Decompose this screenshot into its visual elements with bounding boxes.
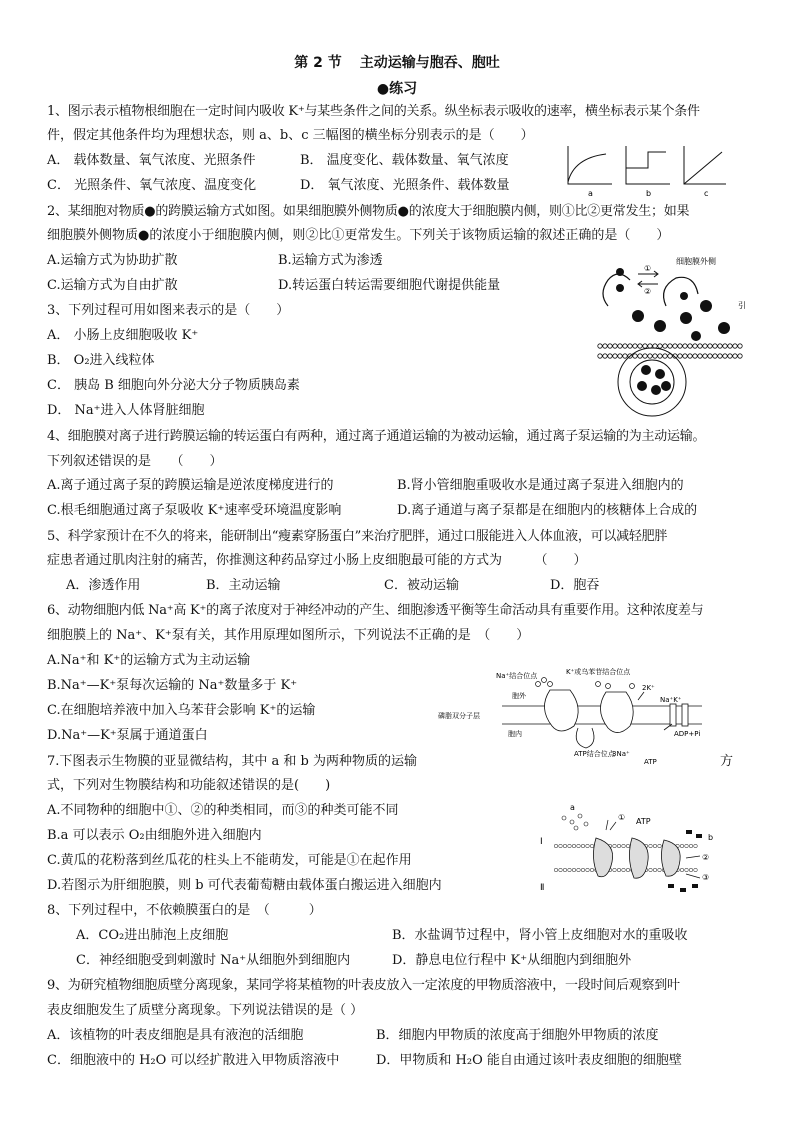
lipid-head (685, 868, 689, 872)
lipid-head (554, 868, 558, 872)
question-4-option-d: D.离子通道与离子泵都是在细胞内的核糖体上合成的 (397, 503, 698, 518)
lipid-head (738, 354, 742, 358)
lipid-head (598, 354, 602, 358)
lipid-head (617, 868, 621, 872)
lipid-head (638, 344, 642, 348)
lipid-head (723, 354, 727, 358)
question-7-line-1: 7.下图表示生物膜的亚显微结构，其中 a 和 b 为两种物质的运输 (47, 754, 418, 769)
question-9-option-c: C．细胞液中的 H₂O 可以经扩散进入甲物质溶液中 (47, 1053, 340, 1068)
lipid-head (718, 354, 722, 358)
lipid-head (590, 868, 594, 872)
na-binding-site-label: Na⁺结合位点 (496, 672, 538, 680)
lipid-head (728, 344, 732, 348)
adp-pi-label: ADP+Pi (674, 730, 701, 738)
question-6-option-c: C.在细胞培养液中加入乌苯苷会影响 K⁺的运输 (47, 703, 316, 718)
question-2-option-b: B.运输方式为渗透 (278, 253, 383, 268)
inside-label: 胞内 (508, 730, 522, 738)
question-7-line-1-tail: 方 (720, 754, 734, 769)
lipid-head (653, 868, 657, 872)
component-3-label: ③ (702, 873, 710, 882)
lipid-head (723, 344, 727, 348)
lipid-head (618, 344, 622, 348)
lipid-head (685, 844, 689, 848)
question-7-line-2: 式，下列对生物膜结构和功能叙述错误的是( ) (47, 778, 331, 793)
lipid-head (693, 344, 697, 348)
lipid-head (683, 344, 687, 348)
question-3-option-b: B． O₂进入线粒体 (47, 353, 155, 368)
lipid-head (568, 844, 572, 848)
figure-corner-label: 引 (738, 301, 746, 310)
lipid-head (581, 868, 585, 872)
lipid-head (603, 354, 607, 358)
lipid-head (608, 354, 612, 358)
lipid-bilayer (598, 344, 742, 358)
lipid-head (728, 354, 732, 358)
lipid-head (577, 844, 581, 848)
lipid-head (638, 354, 642, 358)
question-2-option-d: D.转运蛋白转运需要细胞代谢提供能量 (278, 278, 501, 293)
lipid-head (608, 344, 612, 348)
lipid-head (718, 344, 722, 348)
lipid-head (733, 344, 737, 348)
question-1-graphs (560, 142, 730, 198)
lipid-head (673, 344, 677, 348)
question-4-option-c: C.根毛细胞通过离子泵吸收 K⁺速率受环境温度影响 (47, 503, 342, 518)
question-6-line-1: 6、动物细胞内低 Na⁺高 K⁺的离子浓度对于神经冲动的产生、细胞渗透平衡等生命活动具有重要作用。这种浓度差与 (47, 603, 704, 618)
question-2-line-1: 2、某细胞对物质●的跨膜运输方式如图。如果细胞膜外侧物质●的浓度大于细胞膜内侧，则①比②更常发生；如果 (47, 204, 690, 219)
lipid-head (559, 868, 563, 872)
question-9-option-a: A．该植物的叶表皮细胞是具有液泡的活细胞 (47, 1028, 304, 1043)
question-3-option-d: D． Na⁺进入人体肾脏细胞 (47, 403, 205, 418)
two-k-label: 2K⁺ (642, 684, 655, 692)
question-5-option-d: D．胞吞 (550, 578, 600, 593)
lipid-head (678, 354, 682, 358)
component-1-label: ① (618, 813, 626, 822)
lipid-head (643, 354, 647, 358)
lipid-head (680, 868, 684, 872)
outside-label: 胞外 (512, 692, 526, 700)
lipid-head (622, 868, 626, 872)
substance-a-label: a (570, 803, 575, 812)
question-5-option-c: C．被动运输 (384, 578, 459, 593)
question-4-line-1: 4、细胞膜对离子进行跨膜运输的转运蛋白有两种，通过离子通道运输的为被动运输，通过离子泵运输的为主动运输。 (47, 429, 706, 444)
lipid-head (708, 344, 712, 348)
section-number: 第 2 节 (294, 55, 342, 71)
lipid-head (590, 844, 594, 848)
question-4-line-2: 下列叙述错误的是 （ ） (47, 454, 223, 469)
atp-binding-site-label: ATP结合位点 (574, 750, 615, 758)
lipid-head (633, 354, 637, 358)
lipid-head (613, 354, 617, 358)
question-2-line-2: 细胞膜外侧物质●的浓度小于细胞膜内侧，则②比①更常发生。下列关于该物质运输的叙述正确的是（ ） (47, 228, 670, 243)
lipid-head (617, 844, 621, 848)
lipid-head (622, 844, 626, 848)
question-1-line-2: 件，假定其他条件均为理想状态，则 a、b、c 三幅图的横坐标分别表示的是（ ） (47, 128, 534, 143)
lipid-head (738, 344, 742, 348)
sodium-potassium-pump-figure (438, 664, 708, 774)
question-1-option-d: D． 氧气浓度、光照条件、载体数量 (300, 178, 510, 193)
lipid-head (668, 344, 672, 348)
atp-label-q7: ATP (636, 817, 651, 826)
question-5-line-1: 5、科学家预计在不久的将来，能研制出“瘦素穿肠蛋白”来治疗肥胖，通过口服能进入人体血液，可以减轻肥胖 (47, 529, 668, 544)
lipid-head (613, 844, 617, 848)
component-2-label: ② (702, 853, 710, 862)
lipid-head (568, 868, 572, 872)
side-two-label: Ⅱ (540, 883, 545, 893)
question-8-option-d: D．静息电位行程中 K⁺从细胞内到细胞外 (392, 953, 632, 968)
lipid-head (618, 354, 622, 358)
lipid-head (554, 844, 558, 848)
question-3-line-1: 3、下列过程可用如图来表示的是（ ） (47, 303, 290, 318)
arrow-2-label: ② (644, 287, 652, 296)
question-6-option-d: D.Na⁺—K⁺泵属于通道蛋白 (47, 728, 208, 743)
lipid-head (586, 844, 590, 848)
question-4-option-b: B.肾小管细胞重吸收水是通过离子泵进入细胞内的 (397, 478, 684, 493)
question-8-line-1: 8、下列过程中，不依赖膜蛋白的是 （ ） (47, 903, 322, 918)
lipid-head (572, 844, 576, 848)
lipid-head (563, 844, 567, 848)
lipid-head (693, 354, 697, 358)
lipid-head (694, 868, 698, 872)
lipid-head (698, 344, 702, 348)
question-9-option-d: D．甲物质和 H₂O 能自由通过该叶表皮细胞的细胞壁 (376, 1053, 682, 1068)
question-6-line-2: 细胞膜上的 Na⁺、K⁺泵有关，其作用原理如图所示，下列说法不正确的是 （ ） (47, 628, 530, 643)
section-title: 主动运输与胞吞、胞吐 (359, 55, 500, 71)
lipid-head (653, 844, 657, 848)
k-binding-site-label: K⁺或乌苯苷结合位点 (566, 668, 631, 676)
lipid-head (559, 844, 563, 848)
lipid-head (658, 344, 662, 348)
question-2-option-c: C.运输方式为自由扩散 (47, 278, 178, 293)
na-k-label: Na⁺K⁺ (660, 696, 682, 704)
page-title (0, 52, 794, 72)
lipid-head (648, 354, 652, 358)
question-5-option-b: B．主动运输 (206, 578, 281, 593)
lipid-head (694, 844, 698, 848)
question-7-option-c: C.黄瓜的花粉落到丝瓜花的柱头上不能萌发，可能是①在起作用 (47, 853, 412, 868)
bilayer-label: 磷脂双分子层 (438, 712, 480, 720)
question-5-option-a: A．渗透作用 (66, 578, 141, 593)
lipid-head (708, 354, 712, 358)
lipid-head (649, 868, 653, 872)
lipid-head (663, 344, 667, 348)
lipid-head (689, 844, 693, 848)
exercise-heading: ●练习 (376, 81, 418, 97)
question-8-option-c: C．神经细胞受到刺激时 Na⁺从细胞外到细胞内 (76, 953, 351, 968)
question-1-line-1: 1、图示表示植物根细胞在一定时间内吸收 K⁺与某些条件之间的关系。纵坐标表示吸收的速率，横坐标表示某个条件 (47, 104, 700, 119)
membrane-structure-figure (536, 800, 736, 896)
question-2-3-figure (596, 250, 746, 426)
lipid-head (663, 354, 667, 358)
lipid-head (658, 868, 662, 872)
question-1-option-c: C． 光照条件、氧气浓度、温度变化 (47, 178, 257, 193)
lipid-head (658, 844, 662, 848)
lipid-head (633, 344, 637, 348)
lipid-head (688, 354, 692, 358)
lipid-head (586, 868, 590, 872)
question-3-option-c: C． 胰岛 B 细胞向外分泌大分子物质胰岛素 (47, 378, 300, 393)
lipid-head (581, 844, 585, 848)
lipid-head (598, 344, 602, 348)
lipid-head (680, 844, 684, 848)
lipid-head (628, 344, 632, 348)
side-one-label: I (540, 837, 543, 847)
graph-b-label: b (646, 189, 652, 198)
three-na-label: 3Na⁺ (612, 750, 630, 758)
lipid-head (613, 344, 617, 348)
question-3-option-a: A． 小肠上皮细胞吸收 K⁺ (47, 328, 199, 343)
lipid-head (626, 844, 630, 848)
lipid-head (713, 344, 717, 348)
question-8-option-b: B．水盐调节过程中，肾小管上皮细胞对水的重吸收 (392, 928, 688, 943)
arrow-1-label: ① (644, 264, 652, 273)
question-9-line-1: 9、为研究植物细胞质壁分离现象，某同学将某植物的叶表皮放入一定浓度的甲物质溶液中，一段时间后观察到叶 (47, 978, 680, 993)
question-7-option-d: D.若图示为肝细胞膜，则 b 可代表葡萄糖由载体蛋白搬运进入细胞内 (47, 878, 442, 893)
lipid-head (678, 344, 682, 348)
membrane-outside-label: 细胞膜外侧 (676, 257, 716, 266)
lipid-head (626, 868, 630, 872)
lipid-head (703, 354, 707, 358)
graph-a-label: a (588, 189, 593, 198)
atp-label: ATP (644, 758, 657, 766)
lipid-head (733, 354, 737, 358)
lipid-head (658, 354, 662, 358)
question-1-option-a: A． 载体数量、氧气浓度、光照条件 (47, 153, 256, 168)
question-1-option-b: B． 温度变化、载体数量、氧气浓度 (300, 153, 509, 168)
question-9-option-b: B．细胞内甲物质的浓度高于细胞外甲物质的浓度 (376, 1028, 659, 1043)
lipid-head (653, 354, 657, 358)
lipid-head (713, 354, 717, 358)
question-9-line-2: 表皮细胞发生了质壁分离现象。下列说法错误的是（ ） (47, 1003, 364, 1018)
lipid-head (623, 354, 627, 358)
lipid-head (643, 344, 647, 348)
lipid-head (689, 868, 693, 872)
lipid-head (688, 344, 692, 348)
lipid-head (572, 868, 576, 872)
question-6-option-a: A.Na⁺和 K⁺的运输方式为主动运输 (47, 653, 251, 668)
lipid-head (698, 354, 702, 358)
substance-b-label: b (708, 833, 714, 842)
lipid-head (623, 344, 627, 348)
lipid-head (683, 354, 687, 358)
lipid-head (613, 868, 617, 872)
question-5-line-2: 症患者通过肌肉注射的痛苦，你推测这种药品穿过小肠上皮细胞最可能的方式为 （ ） (47, 553, 587, 568)
lipid-head (563, 868, 567, 872)
question-7-option-b: B.a 可以表示 O₂由细胞外进入细胞内 (47, 828, 262, 843)
lipid-head (703, 344, 707, 348)
lipid-head (649, 844, 653, 848)
question-2-option-a: A.运输方式为协助扩散 (47, 253, 178, 268)
question-7-option-a: A.不同物种的细胞中①、②的种类相同，而③的种类可能不同 (47, 803, 399, 818)
question-4-option-a: A.离子通过离子泵的跨膜运输是逆浓度梯度进行的 (47, 478, 334, 493)
question-8-option-a: A．CO₂进出肺泡上皮细胞 (76, 928, 229, 943)
question-6-option-b: B.Na⁺—K⁺泵每次运输的 Na⁺数量多于 K⁺ (47, 678, 298, 693)
lipid-head (577, 868, 581, 872)
graph-c-label: c (704, 189, 709, 198)
lipid-head (603, 344, 607, 348)
